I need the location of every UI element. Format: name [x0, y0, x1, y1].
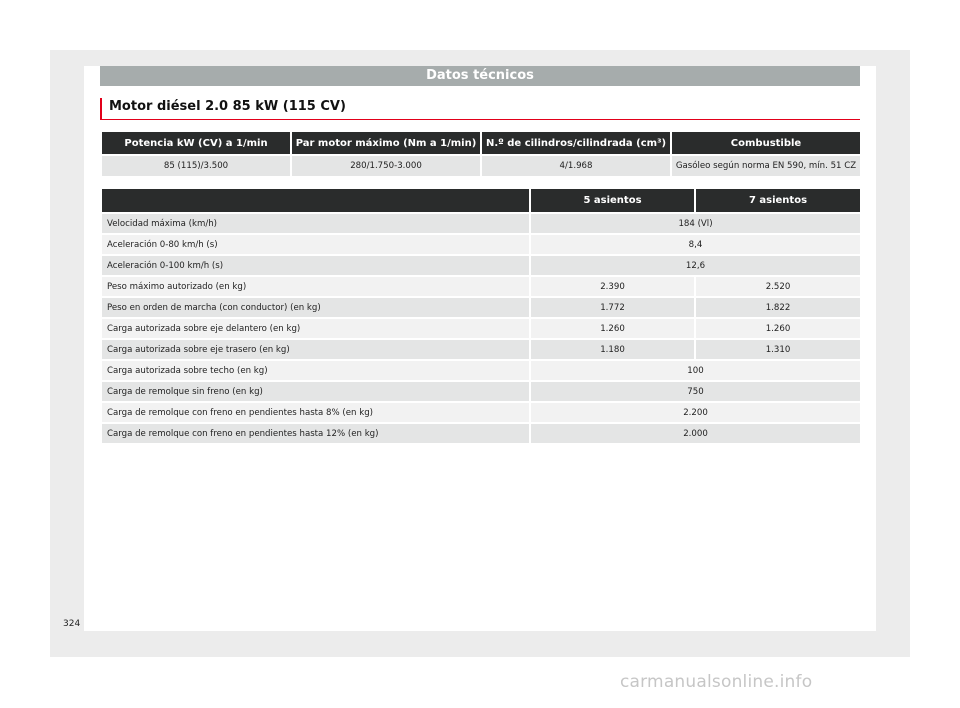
cell-torque: 280/1.750-3.000 — [291, 155, 481, 177]
table-row — [101, 339, 861, 360]
row-value: 100 — [530, 360, 861, 381]
row-value-7-seats: 1.260 — [695, 318, 861, 339]
table-row — [101, 213, 861, 234]
table-row — [101, 297, 861, 318]
table-row — [101, 255, 861, 276]
row-value-5-seats: 1.180 — [530, 339, 695, 360]
table-header-row — [101, 188, 861, 213]
performance-weights-table — [100, 187, 862, 445]
table-header-row — [101, 131, 861, 155]
header-5-seats: 5 asientos — [530, 188, 695, 213]
watermark: carmanualsonline.info — [620, 672, 813, 692]
table-row — [101, 155, 861, 177]
row-value-7-seats: 1.822 — [695, 297, 861, 318]
row-value: 2.000 — [530, 423, 861, 444]
row-label: Aceleración 0-80 km/h (s) — [101, 234, 530, 255]
row-label: Carga autorizada sobre eje delantero (en kg) — [101, 318, 530, 339]
table-row — [101, 276, 861, 297]
row-label: Carga autorizada sobre eje trasero (en kg) — [101, 339, 530, 360]
header-torque: Par motor máximo (Nm a 1/min) — [291, 131, 481, 155]
table-row — [101, 402, 861, 423]
row-label: Carga de remolque con freno en pendientes hasta 12% (en kg) — [101, 423, 530, 444]
row-value-7-seats: 1.310 — [695, 339, 861, 360]
row-label: Carga de remolque con freno en pendientes hasta 8% (en kg) — [101, 402, 530, 423]
row-label: Peso en orden de marcha (con conductor) (en kg) — [101, 297, 530, 318]
row-label: Carga de remolque sin freno (en kg) — [101, 381, 530, 402]
row-value-5-seats: 1.772 — [530, 297, 695, 318]
header-7-seats: 7 asientos — [695, 188, 861, 213]
table-row — [101, 318, 861, 339]
header-cylinders: N.º de cilindros/cilindrada (cm³) — [481, 131, 671, 155]
row-value-5-seats: 1.260 — [530, 318, 695, 339]
row-label: Peso máximo autorizado (en kg) — [101, 276, 530, 297]
table-row — [101, 360, 861, 381]
section-title: Datos técnicos — [100, 66, 860, 86]
table-row — [101, 234, 861, 255]
row-value: 2.200 — [530, 402, 861, 423]
row-value-7-seats: 2.520 — [695, 276, 861, 297]
row-label: Velocidad máxima (km/h) — [101, 213, 530, 234]
row-value: 750 — [530, 381, 861, 402]
page-number: 324 — [63, 619, 81, 629]
table-row — [101, 381, 861, 402]
header-power: Potencia kW (CV) a 1/min — [101, 131, 291, 155]
cell-cylinders: 4/1.968 — [481, 155, 671, 177]
engine-specs-table — [100, 130, 862, 178]
row-value-5-seats: 2.390 — [530, 276, 695, 297]
table-row — [101, 423, 861, 444]
row-value: 8,4 — [530, 234, 861, 255]
header-fuel: Combustible — [671, 131, 861, 155]
row-label: Aceleración 0-100 km/h (s) — [101, 255, 530, 276]
cell-power: 85 (115)/3.500 — [101, 155, 291, 177]
engine-heading-text: Motor diésel 2.0 85 kW (115 CV) — [109, 99, 346, 114]
row-value: 184 (Vl) — [530, 213, 861, 234]
row-label: Carga autorizada sobre techo (en kg) — [101, 360, 530, 381]
row-value: 12,6 — [530, 255, 861, 276]
cell-fuel: Gasóleo según norma EN 590, mín. 51 CZ — [671, 155, 861, 177]
header-empty — [101, 188, 530, 213]
engine-heading — [100, 98, 860, 120]
